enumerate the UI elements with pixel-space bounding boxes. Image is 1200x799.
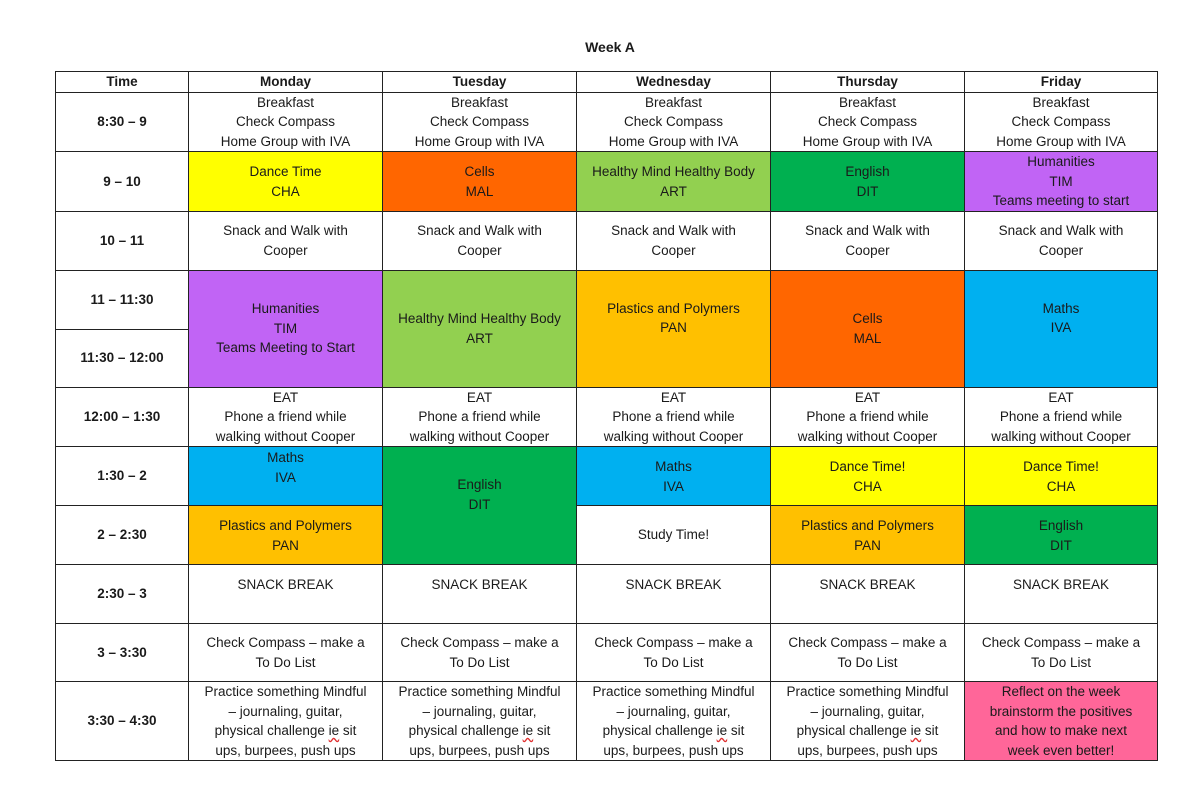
table-row	[56, 682, 1158, 761]
time-cell: 1:30 – 2	[56, 447, 189, 506]
breakfast-cell: Breakfast Check Compass Home Group with IVA	[965, 92, 1158, 152]
time-cell: 3 – 3:30	[56, 624, 189, 682]
snack-walk-cell: Snack and Walk with Cooper	[771, 211, 965, 270]
eat-cell: EAT Phone a friend while walking without Cooper	[189, 387, 383, 447]
time-cell: 2:30 – 3	[56, 565, 189, 624]
snack-break-cell: SNACK BREAK	[383, 565, 577, 624]
header-wednesday: Wednesday	[577, 72, 771, 93]
snack-break-cell: SNACK BREAK	[577, 565, 771, 624]
table-row	[56, 270, 1158, 329]
header-monday: Monday	[189, 72, 383, 93]
lesson-cell-dance: Dance Time CHA	[189, 152, 383, 212]
lesson-cell-english: English DIT	[965, 506, 1158, 565]
time-cell: 12:00 – 1:30	[56, 387, 189, 447]
table-row	[56, 624, 1158, 682]
lesson-cell-plastics: Plastics and Polymers PAN	[577, 270, 771, 387]
header-friday: Friday	[965, 72, 1158, 93]
timetable	[55, 71, 1158, 761]
time-cell: 3:30 – 4:30	[56, 682, 189, 761]
header-thursday: Thursday	[771, 72, 965, 93]
reflect-cell: Reflect on the week brainstorm the positives and how to make next week even better!	[965, 682, 1158, 761]
check-compass-cell: Check Compass – make a To Do List	[383, 624, 577, 682]
lesson-cell-healthy-mind: Healthy Mind Healthy Body ART	[383, 270, 577, 387]
check-compass-cell: Check Compass – make a To Do List	[189, 624, 383, 682]
lesson-cell-dance: Dance Time! CHA	[771, 447, 965, 506]
study-time-cell: Study Time!	[577, 506, 771, 565]
eat-cell: EAT Phone a friend while walking without Cooper	[383, 387, 577, 447]
lesson-cell-cells: Cells MAL	[771, 270, 965, 387]
mindful-cell: Practice something Mindful – journaling, guitar, physical challenge ie sit ups, burpees, push ups	[577, 682, 771, 761]
mindful-cell: Practice something Mindful – journaling, guitar, physical challenge ie sit ups, burpees, push ups	[383, 682, 577, 761]
table-row	[56, 92, 1158, 152]
lesson-cell-english: English DIT	[771, 152, 965, 212]
check-compass-cell: Check Compass – make a To Do List	[577, 624, 771, 682]
breakfast-cell: Breakfast Check Compass Home Group with IVA	[577, 92, 771, 152]
header-time: Time	[56, 72, 189, 93]
mindful-cell: Practice something Mindful – journaling, guitar, physical challenge ie sit ups, burpees, push ups	[189, 682, 383, 761]
snack-walk-cell: Snack and Walk with Cooper	[577, 211, 771, 270]
time-cell: 11:30 – 12:00	[56, 329, 189, 387]
eat-cell: EAT Phone a friend while walking without Cooper	[771, 387, 965, 447]
breakfast-cell: Breakfast Check Compass Home Group with IVA	[771, 92, 965, 152]
breakfast-cell: Breakfast Check Compass Home Group with IVA	[383, 92, 577, 152]
mindful-cell: Practice something Mindful – journaling, guitar, physical challenge ie sit ups, burpees, push ups	[771, 682, 965, 761]
lesson-cell-cells: Cells MAL	[383, 152, 577, 212]
table-row	[56, 387, 1158, 447]
check-compass-cell: Check Compass – make a To Do List	[771, 624, 965, 682]
time-cell: 10 – 11	[56, 211, 189, 270]
table-row	[56, 506, 1158, 565]
lesson-cell-plastics: Plastics and Polymers PAN	[189, 506, 383, 565]
lesson-cell-maths: Maths IVA	[577, 447, 771, 506]
table-row	[56, 447, 1158, 506]
snack-break-cell: SNACK BREAK	[189, 565, 383, 624]
header-tuesday: Tuesday	[383, 72, 577, 93]
page-title: Week A	[585, 39, 635, 55]
check-compass-cell: Check Compass – make a To Do List	[965, 624, 1158, 682]
lesson-cell-humanities: Humanities TIM Teams Meeting to Start	[189, 270, 383, 387]
snack-walk-cell: Snack and Walk with Cooper	[965, 211, 1158, 270]
breakfast-cell: Breakfast Check Compass Home Group with IVA	[189, 92, 383, 152]
lesson-cell-healthy-mind: Healthy Mind Healthy Body ART	[577, 152, 771, 212]
snack-walk-cell: Snack and Walk with Cooper	[189, 211, 383, 270]
header-row	[56, 72, 1158, 93]
table-row	[56, 211, 1158, 270]
snack-break-cell: SNACK BREAK	[965, 565, 1158, 624]
eat-cell: EAT Phone a friend while walking without Cooper	[965, 387, 1158, 447]
table-row	[56, 565, 1158, 624]
lesson-cell-humanities: Humanities TIM Teams meeting to start	[965, 152, 1158, 212]
time-cell: 8:30 – 9	[56, 92, 189, 152]
time-cell: 9 – 10	[56, 152, 189, 212]
snack-break-cell: SNACK BREAK	[771, 565, 965, 624]
lesson-cell-english: English DIT	[383, 447, 577, 565]
snack-walk-cell: Snack and Walk with Cooper	[383, 211, 577, 270]
table-row	[56, 152, 1158, 212]
time-cell: 2 – 2:30	[56, 506, 189, 565]
time-cell: 11 – 11:30	[56, 270, 189, 329]
lesson-cell-plastics: Plastics and Polymers PAN	[771, 506, 965, 565]
lesson-cell-dance: Dance Time! CHA	[965, 447, 1158, 506]
lesson-cell-maths: Maths IVA	[965, 270, 1158, 387]
lesson-cell-maths: Maths IVA	[189, 447, 383, 506]
eat-cell: EAT Phone a friend while walking without Cooper	[577, 387, 771, 447]
